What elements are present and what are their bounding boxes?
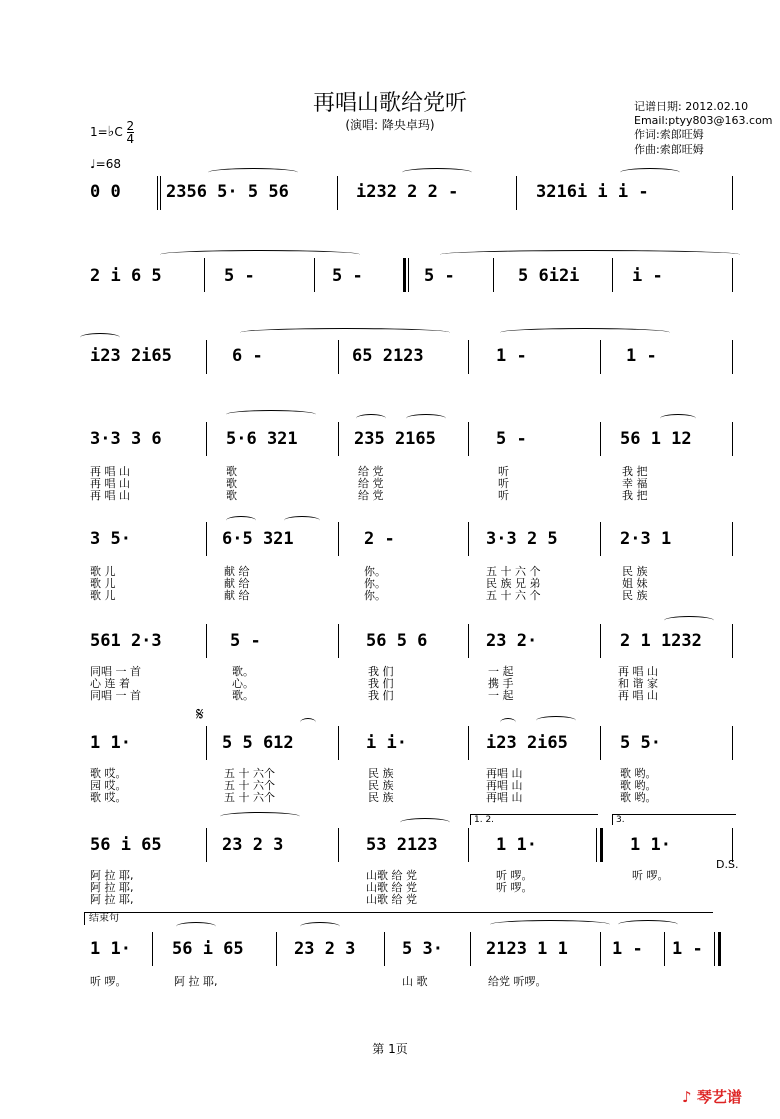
- lyric-line: 我 们: [368, 665, 394, 678]
- barline: [204, 258, 205, 292]
- note-segment: 1 1·: [496, 835, 537, 855]
- tie: [406, 414, 446, 423]
- barline: [732, 176, 733, 210]
- note-segment: 5 -: [332, 266, 363, 286]
- lyric-line: 山歌 给 党: [366, 893, 417, 906]
- lyric-line: 民 族: [368, 779, 394, 792]
- barline: [612, 258, 613, 292]
- lyric-line: 民 族 兄 弟: [486, 577, 541, 590]
- barline: [600, 522, 601, 556]
- note-segment: 3216i i i -: [536, 182, 649, 202]
- tie: [226, 516, 256, 525]
- lyric-line: 献 给: [224, 577, 250, 590]
- tie: [226, 410, 316, 419]
- lyric-line: 山歌 给 党: [366, 869, 417, 882]
- tie: [284, 516, 320, 525]
- lyric-line: 五 十 六个: [224, 791, 275, 804]
- tie: [620, 168, 680, 177]
- note-segment: 53 2123: [366, 835, 438, 855]
- barline: [338, 726, 339, 760]
- lyric-line: 再 唱 山: [90, 489, 130, 502]
- lyric-line: 歌 哎。: [90, 767, 127, 780]
- tie: [160, 250, 360, 259]
- barline: [206, 726, 207, 760]
- barline: [468, 422, 469, 456]
- barline: [468, 726, 469, 760]
- lyric-line: 歌 哟。: [620, 791, 657, 804]
- lyric-line: 给党 听啰。: [488, 975, 547, 988]
- lyric-line: 再唱 山: [486, 779, 523, 792]
- lyric-line: 听 啰。: [496, 881, 533, 894]
- note-segment: 5 6i2i: [518, 266, 580, 286]
- barline: [468, 828, 469, 862]
- barline: [152, 932, 153, 966]
- key-signature: 1=♭C $\frac{2}{4}$: [90, 119, 135, 146]
- barline: [206, 422, 207, 456]
- lyric-line: 携 手: [488, 677, 514, 690]
- note-segment: 5 -: [224, 266, 255, 286]
- lyric-line: 五 十 六个: [224, 767, 275, 780]
- note-segment: 2·3 1: [620, 529, 672, 549]
- tie: [208, 168, 298, 177]
- lyric-line: 我 们: [368, 689, 394, 702]
- note-segment: 56 i 65: [90, 835, 162, 855]
- lyric-line: 你。: [364, 565, 386, 578]
- tie: [176, 922, 216, 931]
- lyric-line: 民 族: [368, 767, 394, 780]
- score-title: 再唱山歌给党听: [312, 91, 467, 116]
- lyric-line: 听: [498, 489, 509, 502]
- barline: [337, 176, 338, 210]
- lyric-line: 歌 哟。: [620, 767, 657, 780]
- barline: [157, 176, 158, 210]
- barline: [732, 522, 733, 556]
- note-segment: 5 -: [230, 631, 261, 651]
- site-logo: ♪ 琴艺谱: [682, 1088, 742, 1106]
- lyric-line: 五 十 六 个: [486, 565, 541, 578]
- tie: [356, 414, 386, 423]
- lyric-line: 献 给: [224, 565, 250, 578]
- lyric-line: 再 唱 山: [90, 477, 130, 490]
- composer: 作曲:索郎旺姆: [634, 143, 704, 156]
- logo-icon: ♪: [682, 1088, 692, 1106]
- barline: [516, 176, 517, 210]
- lyric-line: 听 啰。: [90, 975, 127, 988]
- lyric-line: 我 把: [622, 465, 648, 478]
- note-segment: 1 1·: [630, 835, 671, 855]
- lyric-line: 同唱 一 首: [90, 665, 141, 678]
- note-segment: 56 5 6: [366, 631, 428, 651]
- lyric-line: 阿 拉 耶,: [174, 975, 218, 988]
- lyric-line: 一 起: [488, 689, 514, 702]
- tie: [500, 328, 670, 337]
- lyric-line: 姐 妹: [622, 577, 648, 590]
- barline: [408, 258, 409, 292]
- tie: [300, 922, 340, 931]
- lyricist: 作词:索郎旺姆: [634, 128, 704, 141]
- note-segment: 5 -: [496, 429, 527, 449]
- lyric-line: 民 族: [368, 791, 394, 804]
- lyric-line: 献 给: [224, 589, 250, 602]
- tie: [240, 328, 450, 337]
- note-segment: 6 -: [232, 346, 263, 366]
- note-segment: 5·6 321: [226, 429, 298, 449]
- note-segment: 2356 5· 5 56: [166, 182, 289, 202]
- note-segment: 2123 1 1: [486, 939, 568, 959]
- lyric-line: 园 哎。: [90, 779, 127, 792]
- barline: [314, 258, 315, 292]
- note-segment: 3·3 3 6: [90, 429, 162, 449]
- barline: [468, 624, 469, 658]
- note-segment: 23 2·: [486, 631, 538, 651]
- tie: [80, 333, 120, 342]
- barline: [468, 340, 469, 374]
- note-segment: i -: [632, 266, 663, 286]
- lyric-line: 山 歌: [402, 975, 428, 988]
- tie: [660, 414, 696, 423]
- lyric-line: 给 党: [358, 477, 384, 490]
- note-segment: i i·: [366, 733, 407, 753]
- barline: [384, 932, 385, 966]
- note-segment: 3 5·: [90, 529, 131, 549]
- barline: [493, 258, 494, 292]
- note-segment: 56 1 12: [620, 429, 692, 449]
- lyric-line: 五 十 六个: [224, 779, 275, 792]
- barline: [206, 828, 207, 862]
- barline: [600, 422, 601, 456]
- lyric-line: 一 起: [488, 665, 514, 678]
- barline: [732, 828, 733, 862]
- lyric-line: 再唱 山: [486, 767, 523, 780]
- note-segment: i23 2i65: [90, 346, 172, 366]
- tie: [402, 168, 472, 177]
- segno-icon: 𝄋: [196, 704, 204, 725]
- barline: [470, 932, 471, 966]
- barline: [732, 340, 733, 374]
- lyric-line: 听: [498, 465, 509, 478]
- barline: [338, 624, 339, 658]
- lyric-line: 给 党: [358, 489, 384, 502]
- lyric-line: 歌 哟。: [620, 779, 657, 792]
- lyric-line: 再 唱 山: [90, 465, 130, 478]
- lyric-line: 民 族: [622, 589, 648, 602]
- barline: [732, 726, 733, 760]
- note-segment: 5 5 612: [222, 733, 294, 753]
- tie: [500, 718, 516, 727]
- da-segno: D.S.: [716, 858, 739, 871]
- lyric-line: 和 谐 家: [618, 677, 658, 690]
- email: Email:ptyy803@163.com: [634, 114, 773, 127]
- lyric-line: 山歌 给 党: [366, 881, 417, 894]
- note-segment: 2 i 6 5: [90, 266, 162, 286]
- note-segment: 23 2 3: [222, 835, 284, 855]
- lyric-line: 歌 哎。: [90, 791, 127, 804]
- note-segment: 5 5·: [620, 733, 661, 753]
- barline: [468, 522, 469, 556]
- lyric-line: 再 唱 山: [618, 689, 658, 702]
- lyric-line: 听: [498, 477, 509, 490]
- note-segment: 1 -: [626, 346, 657, 366]
- barline: [600, 624, 601, 658]
- tie: [220, 812, 300, 821]
- volta-1-2: 1. 2.: [470, 814, 598, 825]
- note-segment: 1 -: [496, 346, 527, 366]
- note-segment: 56 i 65: [172, 939, 244, 959]
- repeat-barline: [600, 828, 603, 862]
- lyric-line: 民 族: [622, 565, 648, 578]
- tie: [536, 716, 576, 725]
- barline: [338, 522, 339, 556]
- barline: [732, 422, 733, 456]
- performer: (演唱: 降央卓玛): [345, 118, 435, 132]
- barline: [600, 726, 601, 760]
- barline: [160, 176, 161, 210]
- lyric-line: 歌: [226, 465, 237, 478]
- note-segment: 561 2·3: [90, 631, 162, 651]
- lyric-line: 阿 拉 耶,: [90, 893, 134, 906]
- lyric-line: 歌 儿: [90, 589, 116, 602]
- barline: [600, 340, 601, 374]
- tie: [440, 250, 740, 259]
- tie: [618, 920, 678, 929]
- page-number: 第 1页: [372, 1042, 408, 1056]
- lyric-line: 歌: [226, 477, 237, 490]
- lyric-line: 阿 拉 耶,: [90, 881, 134, 894]
- barline: [338, 422, 339, 456]
- lyric-line: 再 唱 山: [618, 665, 658, 678]
- lyric-line: 你。: [364, 589, 386, 602]
- lyric-line: 给 党: [358, 465, 384, 478]
- note-segment: 1 -: [612, 939, 643, 959]
- note-segment: i232 2 2 -: [356, 182, 459, 202]
- lyric-line: 我 们: [368, 677, 394, 690]
- note-segment: 5 -: [424, 266, 455, 286]
- note-segment: 2 1 1232: [620, 631, 702, 651]
- note-segment: 235 2165: [354, 429, 436, 449]
- time-signature: $\frac{2}{4}$: [126, 119, 135, 146]
- lyric-line: 再唱 山: [486, 791, 523, 804]
- barline: [732, 258, 733, 292]
- barline: [206, 522, 207, 556]
- note-segment: 1 -: [672, 939, 703, 959]
- lyric-line: 同唱 一 首: [90, 689, 141, 702]
- lyric-line: 歌。: [232, 689, 254, 702]
- tie: [664, 616, 714, 625]
- lyric-line: 歌: [226, 489, 237, 502]
- tie: [400, 818, 450, 827]
- note-segment: 65 2123: [352, 346, 424, 366]
- lyric-line: 心。: [232, 677, 254, 690]
- lyric-line: 歌。: [232, 665, 254, 678]
- note-segment: 2 -: [364, 529, 395, 549]
- note-segment: 3·3 2 5: [486, 529, 558, 549]
- lyric-line: 我 把: [622, 489, 648, 502]
- tie: [300, 718, 316, 727]
- note-segment: 0 0: [90, 182, 121, 202]
- note-segment: 23 2 3: [294, 939, 356, 959]
- barline: [732, 624, 733, 658]
- final-barline: [718, 932, 721, 966]
- notation-date: 记谱日期: 2012.02.10: [634, 100, 749, 113]
- barline: [714, 932, 715, 966]
- ending-label: 结束句: [84, 912, 713, 925]
- note-segment: 1 1·: [90, 939, 131, 959]
- note-segment: i23 2i65: [486, 733, 568, 753]
- lyric-line: 你。: [364, 577, 386, 590]
- barline: [206, 624, 207, 658]
- lyric-line: 五 十 六 个: [486, 589, 541, 602]
- barline: [276, 932, 277, 966]
- tempo-marking: ♩=68: [90, 157, 121, 171]
- barline: [338, 828, 339, 862]
- barline: [596, 828, 597, 862]
- lyric-line: 听 啰。: [496, 869, 533, 882]
- lyric-line: 歌 儿: [90, 577, 116, 590]
- barline: [206, 340, 207, 374]
- note-segment: 6·5 321: [222, 529, 294, 549]
- barline: [338, 340, 339, 374]
- barline: [664, 932, 665, 966]
- volta-3: 3.: [612, 814, 736, 825]
- lyric-line: 阿 拉 耶,: [90, 869, 134, 882]
- tie: [490, 920, 610, 929]
- note-segment: 1 1·: [90, 733, 131, 753]
- lyric-line: 心 连 着: [90, 677, 130, 690]
- lyric-line: 幸 福: [622, 477, 648, 490]
- lyric-line: 歌 儿: [90, 565, 116, 578]
- repeat-barline: [403, 258, 406, 292]
- lyric-line: 听 啰。: [632, 869, 669, 882]
- barline: [600, 932, 601, 966]
- note-segment: 5 3·: [402, 939, 443, 959]
